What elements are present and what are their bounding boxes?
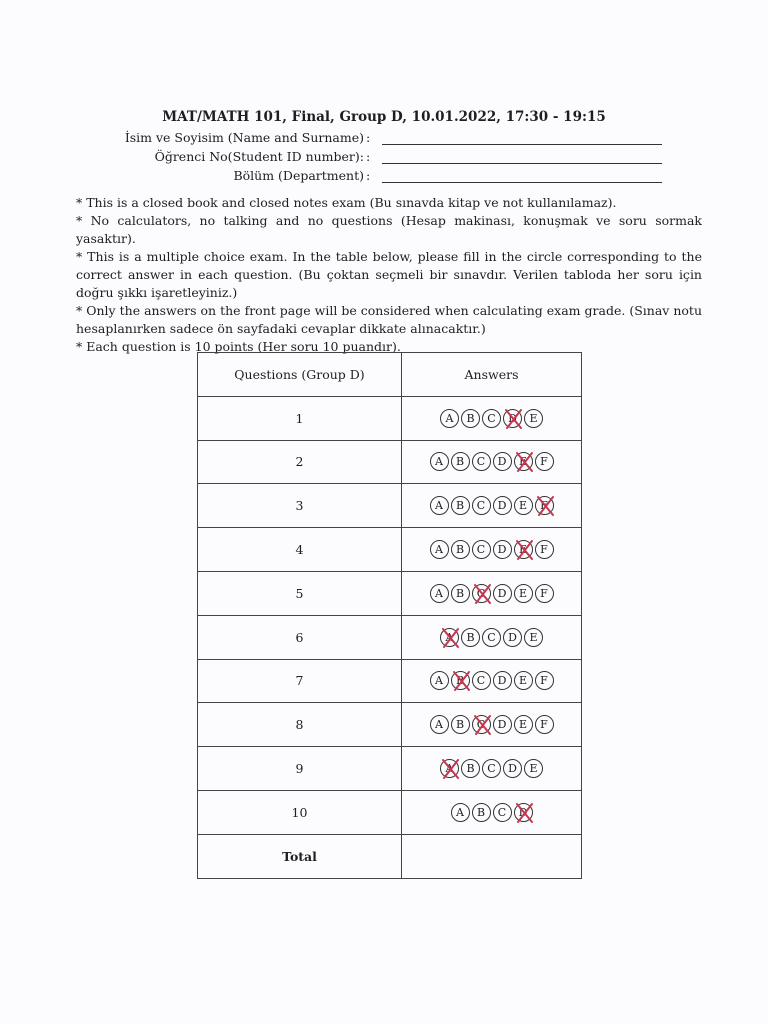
option-letter: E [518,455,528,469]
option-bubble-c[interactable] [472,496,491,515]
answer-options [402,747,582,791]
option-bubble-f[interactable] [535,452,554,471]
option-letter: C [476,543,486,557]
instructions [76,194,702,356]
option-bubble-b[interactable] [461,628,480,647]
question-number: 9 [198,747,402,791]
student-id-field-colon: : [366,149,371,164]
option-letter: A [445,762,454,776]
option-bubble-e[interactable] [524,759,543,778]
option-letter: D [508,630,517,644]
exam-title: MAT/MATH 101, Final, Group D, 10.01.2022, 17:30 - 19:15 [162,109,606,125]
option-letter: F [540,499,548,513]
table-row [198,747,582,791]
question-number: 6 [198,615,402,659]
answer-table [197,352,582,879]
answer-options [402,396,582,440]
option-bubble-b[interactable] [451,452,470,471]
student-id-field-line[interactable] [382,163,662,164]
option-group [451,803,533,822]
table-header-row [198,353,582,397]
total-value[interactable] [402,834,582,878]
option-letter: B [455,499,465,513]
questions-header: Questions (Group D) [198,353,402,397]
option-bubble-e[interactable] [514,496,533,515]
option-bubble-e[interactable] [524,409,543,428]
option-letter: C [476,674,486,688]
option-letter: C [476,455,486,469]
option-bubble-a[interactable] [451,803,470,822]
option-bubble-a[interactable] [430,715,449,734]
option-group [440,409,543,428]
option-letter: A [435,674,443,688]
option-letter: E [529,630,538,644]
option-letter: D [508,411,517,425]
answer-options [402,790,582,834]
option-bubble-b[interactable] [451,540,470,559]
option-group [440,759,543,778]
option-bubble-c[interactable] [493,803,512,822]
option-letter: E [518,543,528,557]
name-field-label: İsim ve Soyisim (Name and Surname) [124,130,364,145]
option-group [440,628,543,647]
option-bubble-a[interactable] [430,671,449,690]
option-letter: D [497,586,507,600]
option-letter: D [497,718,507,732]
option-letter: C [487,411,496,425]
option-bubble-a[interactable] [440,759,459,778]
instruction-closed-book: * This is a closed book and closed notes exam (Bu sınavda kitap ve not kullanılamaz). [76,195,617,210]
option-bubble-b[interactable] [472,803,491,822]
option-bubble-b[interactable] [451,584,470,603]
option-bubble-d[interactable] [493,584,512,603]
option-bubble-e[interactable] [514,452,533,471]
question-number: 7 [198,659,402,703]
department-field[interactable] [100,168,700,186]
option-bubble-d[interactable] [503,759,522,778]
question-number: 1 [198,396,402,440]
option-letter: E [518,718,528,732]
table-row [198,571,582,615]
option-bubble-f[interactable] [535,496,554,515]
table-row [198,528,582,572]
option-bubble-c[interactable] [472,452,491,471]
option-bubble-d[interactable] [503,409,522,428]
table-row [198,440,582,484]
question-number: 2 [198,440,402,484]
option-bubble-d[interactable] [493,715,512,734]
option-letter: C [476,586,486,600]
option-letter: F [540,455,548,469]
option-letter: A [456,805,464,819]
option-letter: E [518,674,528,688]
option-letter: D [518,805,528,819]
option-bubble-b[interactable] [451,496,470,515]
option-letter: D [497,674,507,688]
answer-options [402,484,582,528]
option-bubble-c[interactable] [472,715,491,734]
option-bubble-b[interactable] [461,759,480,778]
name-field-colon: : [366,130,371,145]
department-field-line[interactable] [382,182,662,183]
answer-options [402,440,582,484]
option-letter: A [435,455,443,469]
option-letter: D [497,499,507,513]
option-bubble-f[interactable] [535,540,554,559]
answer-options [402,615,582,659]
option-letter: F [540,718,548,732]
department-field-colon: : [366,168,371,183]
answers-header: Answers [402,353,582,397]
option-bubble-e[interactable] [524,628,543,647]
option-letter: B [476,805,486,819]
option-letter: C [476,718,486,732]
option-group [430,715,554,734]
option-letter: C [497,805,507,819]
table-row [198,615,582,659]
total-label: Total [198,834,402,878]
student-id-field[interactable] [100,149,700,167]
question-number: 4 [198,528,402,572]
option-letter: D [497,543,507,557]
option-bubble-e[interactable] [514,715,533,734]
table-row [198,659,582,703]
table-row [198,790,582,834]
table-row [198,703,582,747]
department-field-label: Bölüm (Department) [233,168,364,183]
option-letter: A [435,543,443,557]
student-id-field-label: Öğrenci No(Student ID number): [154,149,364,164]
option-bubble-d[interactable] [493,540,512,559]
option-letter: E [529,762,538,776]
option-letter: C [487,762,496,776]
option-bubble-a[interactable] [430,584,449,603]
answer-options [402,703,582,747]
question-number: 8 [198,703,402,747]
option-bubble-c[interactable] [472,671,491,690]
option-bubble-f[interactable] [535,671,554,690]
instruction-multiple-choice: * This is a multiple choice exam. In the table below, please fill in the circle corresponding to the correct answer in each question. (Bu çoktan seçmeli bir sınavdır. Verilen tabloda her soru için doğru şıkkı işaretleyiniz.) [76,249,702,300]
option-bubble-c[interactable] [482,759,501,778]
instruction-no-calculators: * No calculators, no talking and no questions (Hesap makinası, konuşmak ve soru sormak yasaktır). [76,213,702,246]
option-letter: A [445,630,454,644]
option-bubble-c[interactable] [472,540,491,559]
option-bubble-c[interactable] [482,409,501,428]
option-group [430,584,554,603]
option-letter: B [455,674,465,688]
answer-options [402,571,582,615]
option-bubble-f[interactable] [535,715,554,734]
question-number: 5 [198,571,402,615]
option-letter: D [497,455,507,469]
table-row [198,484,582,528]
option-letter: A [435,499,443,513]
option-bubble-f[interactable] [535,584,554,603]
answer-options [402,528,582,572]
option-bubble-b[interactable] [451,671,470,690]
option-letter: E [529,411,538,425]
option-bubble-d[interactable] [493,496,512,515]
option-letter: F [540,674,548,688]
option-bubble-a[interactable] [440,409,459,428]
option-group [430,496,554,515]
option-bubble-b[interactable] [451,715,470,734]
option-bubble-a[interactable] [430,496,449,515]
option-bubble-a[interactable] [430,540,449,559]
option-bubble-e[interactable] [514,540,533,559]
option-letter: B [455,455,465,469]
instruction-points: * Each question is 10 points (Her soru 10 puandır). [76,339,401,354]
option-letter: B [466,411,475,425]
option-bubble-c[interactable] [482,628,501,647]
option-group [430,540,554,559]
option-letter: A [435,586,443,600]
option-letter: F [540,543,548,557]
option-bubble-e[interactable] [514,584,533,603]
option-letter: F [540,586,548,600]
question-number: 10 [198,790,402,834]
option-letter: C [476,499,486,513]
option-letter: A [445,411,454,425]
option-group [430,671,554,690]
name-field[interactable] [100,130,700,148]
option-bubble-d[interactable] [493,671,512,690]
option-letter: B [466,762,475,776]
answer-options [402,659,582,703]
option-bubble-c[interactable] [472,584,491,603]
option-bubble-b[interactable] [461,409,480,428]
option-letter: B [455,586,465,600]
name-field-line[interactable] [382,144,662,145]
option-letter: B [455,718,465,732]
option-letter: E [518,499,528,513]
option-bubble-e[interactable] [514,671,533,690]
option-group [430,452,554,471]
option-letter: A [435,718,443,732]
option-bubble-d[interactable] [493,452,512,471]
option-letter: E [518,586,528,600]
table-row [198,396,582,440]
option-letter: B [466,630,475,644]
option-bubble-a[interactable] [440,628,459,647]
option-letter: D [508,762,517,776]
option-bubble-a[interactable] [430,452,449,471]
option-bubble-d[interactable] [514,803,533,822]
question-number: 3 [198,484,402,528]
option-letter: B [455,543,465,557]
option-bubble-d[interactable] [503,628,522,647]
total-row [198,834,582,878]
option-letter: C [487,630,496,644]
instruction-front-page: * Only the answers on the front page will be considered when calculating exam grade. (Sınav notu hesaplanırken sadece ön sayfadaki cevaplar dikkate alınacaktır.) [76,303,702,336]
